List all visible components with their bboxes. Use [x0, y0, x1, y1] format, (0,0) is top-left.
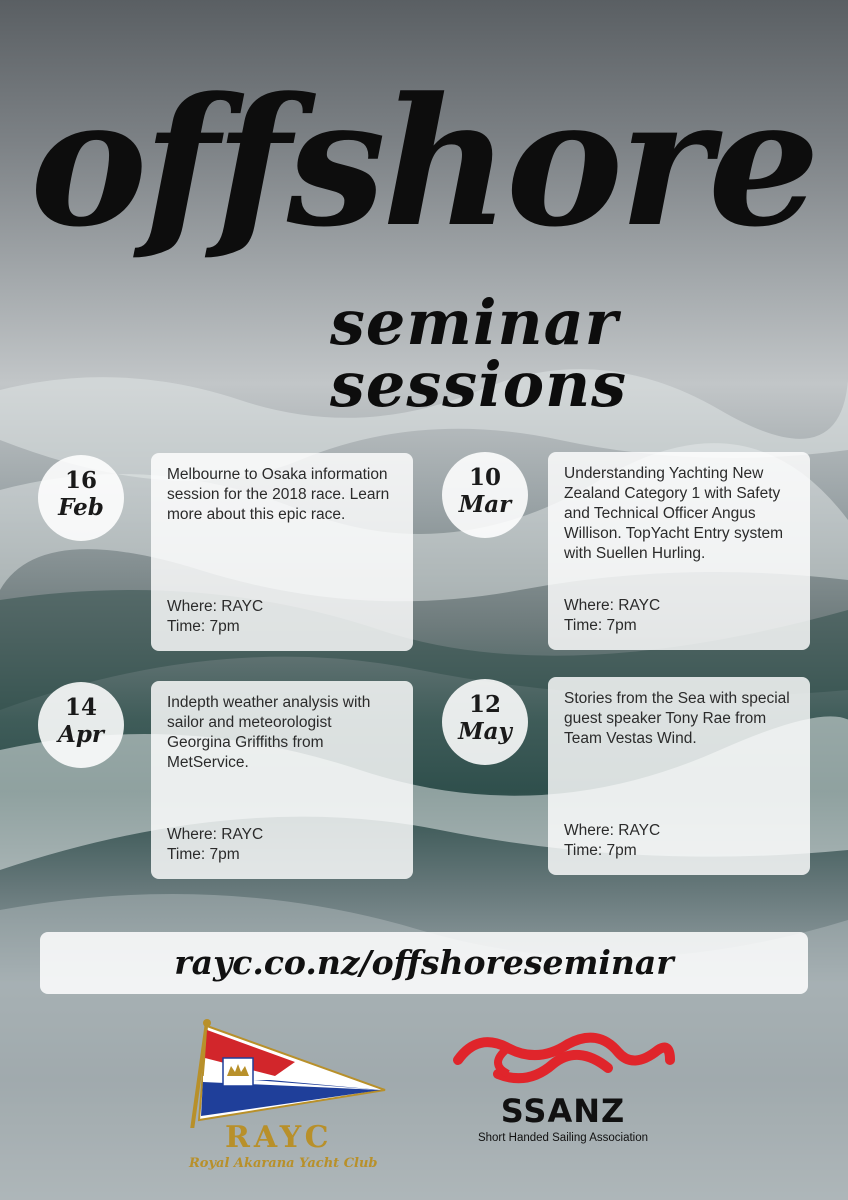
session-location: Where: RAYC: [564, 597, 661, 614]
session-description: Stories from the Sea with special guest speaker Tony Rae from Team Vestas Wind.: [564, 690, 790, 747]
burgee-flag-icon: [175, 1018, 405, 1128]
ssanz-logo: [448, 1030, 678, 1170]
session-card-4: [548, 677, 810, 875]
session-description: Understanding Yachting New Zealand Category 1 with Safety and Technical Officer Angus Willison. TopYacht Entry system with Suellen Hurling.: [564, 465, 784, 562]
date-month: Mar: [458, 491, 512, 518]
session-location: Where: RAYC: [564, 822, 661, 839]
session-time: Time: 7pm: [564, 842, 637, 859]
date-badge-1: [38, 455, 124, 541]
date-month: May: [458, 718, 512, 745]
date-month: Apr: [57, 721, 105, 748]
session-location: Where: RAYC: [167, 826, 264, 843]
session-time: Time: 7pm: [167, 846, 240, 863]
ssanz-name: SSANZ: [500, 1092, 626, 1130]
session-card-1: [151, 453, 413, 651]
date-badge-4: [442, 679, 528, 765]
session-location: Where: RAYC: [167, 598, 264, 615]
date-month: Feb: [58, 494, 104, 521]
rayc-logo: [175, 1018, 405, 1171]
session-time: Time: 7pm: [167, 618, 240, 635]
date-day: 16: [64, 467, 97, 494]
rayc-full-name: Royal Akarana Yacht Club: [189, 1156, 378, 1171]
poster-subtitle: seminar sessions: [330, 286, 628, 421]
session-card-3: [151, 681, 413, 879]
date-day: 14: [64, 694, 97, 721]
session-time: Time: 7pm: [564, 617, 637, 634]
date-day: 10: [468, 464, 501, 491]
date-badge-3: [38, 682, 124, 768]
date-day: 12: [468, 691, 501, 718]
date-badge-2: [442, 452, 528, 538]
ssanz-full-name: Short Handed Sailing Association: [477, 1132, 649, 1144]
knot-icon: [448, 1030, 678, 1090]
poster-title: offshore: [30, 59, 816, 266]
session-card-2: [548, 452, 810, 650]
website-link[interactable]: rayc.co.nz/offshoreseminar: [40, 932, 808, 994]
session-description: Indepth weather analysis with sailor and meteorologist Georgina Griffiths from MetService.: [167, 694, 371, 771]
rayc-name: RAYC: [225, 1120, 333, 1155]
session-description: Melbourne to Osaka information session for the 2018 race. Learn more about this epic race.: [167, 466, 390, 523]
